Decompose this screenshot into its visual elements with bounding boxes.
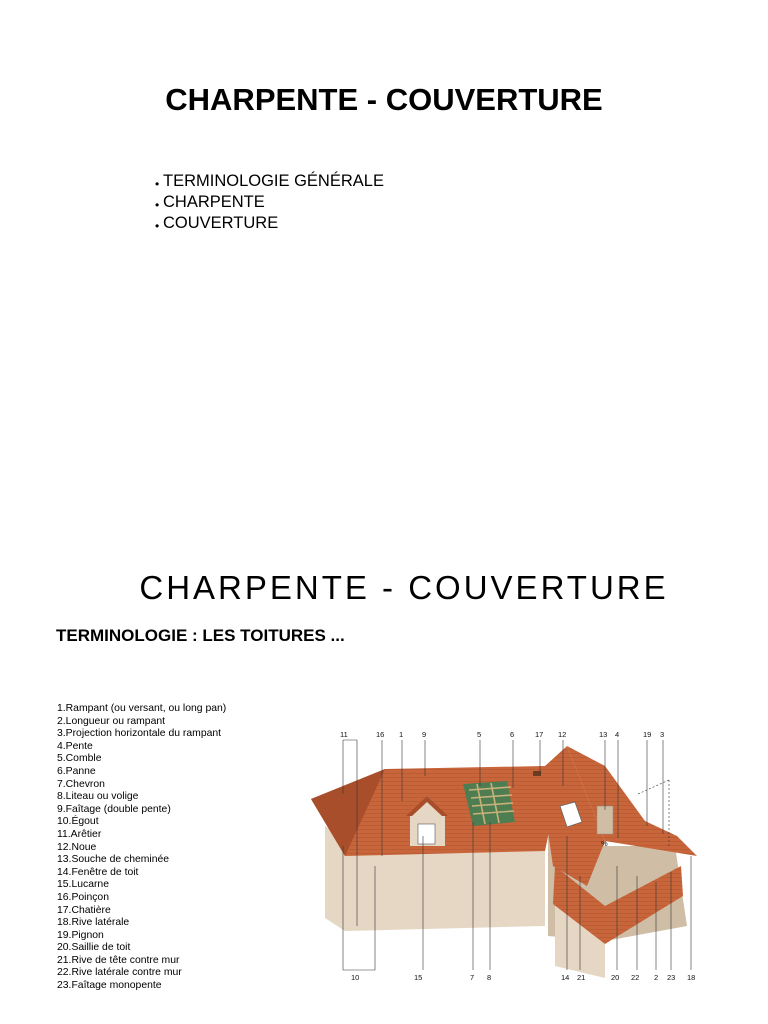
callout-label: 22 — [631, 973, 640, 982]
callout-label: 6 — [510, 730, 515, 739]
roof-diagram — [305, 726, 710, 986]
legend-item: 22.Rive latérale contre mur — [57, 967, 182, 979]
page-title: CHARPENTE - COUVERTURE — [165, 82, 603, 117]
legend-item: 3.Projection horizontale du rampant — [57, 728, 222, 740]
callout-label: 14 — [561, 973, 570, 982]
legend-item: 21.Rive de tête contre mur — [57, 954, 180, 966]
legend-item: 6.Panne — [57, 765, 96, 777]
slide-subtitle: TERMINOLOGIE : LES TOITURES ... — [56, 626, 345, 645]
callout-label: 7 — [470, 973, 475, 982]
callout-label: 13 — [599, 730, 608, 739]
legend-item: 9.Faîtage (double pente) — [57, 803, 171, 815]
legend-item: 15.Lucarne — [57, 879, 109, 891]
legend-item: 7.Chevron — [57, 778, 105, 790]
callout-label: 3 — [660, 730, 665, 739]
legend-item: 12.Noue — [57, 841, 97, 853]
legend-item: 11.Arêtier — [57, 828, 102, 840]
roof-illustration — [305, 726, 710, 986]
callout-label: 11 — [340, 730, 348, 739]
slope-percent-label: % — [601, 839, 608, 848]
callout-label: 16 — [376, 730, 385, 739]
callout-label: 10 — [351, 973, 360, 982]
callout-label: 4 — [615, 730, 620, 739]
slide-title: CHARPENTE - COUVERTURE — [139, 569, 669, 606]
callout-label: 21 — [577, 973, 586, 982]
dormer-window — [418, 824, 435, 844]
legend-item: 13.Souche de cheminée — [57, 854, 170, 866]
topic-item: • TERMINOLOGIE GÉNÉRALE — [157, 171, 384, 192]
callout-label: 19 — [643, 730, 652, 739]
callout-label: 15 — [414, 973, 423, 982]
legend-item: 8.Liteau ou volige — [57, 791, 139, 803]
legend-item: 1.Rampant (ou versant, ou long pan) — [57, 703, 227, 714]
legend-item: 16.Poinçon — [57, 891, 109, 903]
legend-item: 19.Pignon — [57, 929, 104, 941]
callout-label: 8 — [487, 973, 492, 982]
legend-item: 23.Faîtage monopente — [57, 980, 162, 992]
terminology-legend — [57, 703, 226, 993]
chimney — [597, 806, 613, 834]
legend-item: 14.Fenêtre de toit — [57, 866, 139, 878]
legend-item: 17.Chatière — [57, 904, 111, 916]
callout-label: 2 — [654, 973, 659, 982]
callout-label: 18 — [687, 973, 696, 982]
callout-label: 1 — [399, 730, 404, 739]
bottom-callouts — [351, 973, 695, 982]
legend-item: 18.Rive latérale — [57, 917, 130, 929]
topic-item: • CHARPENTE — [157, 192, 384, 213]
callout-label: 12 — [558, 730, 567, 739]
legend-item: 5.Comble — [57, 753, 102, 765]
callout-label: 20 — [611, 973, 620, 982]
topic-list — [157, 171, 384, 234]
legend-item: 4.Pente — [57, 740, 93, 752]
callout-label: 9 — [422, 730, 427, 739]
legend-item: 10.Égout — [57, 816, 99, 828]
callout-label: 5 — [477, 730, 482, 739]
legend-item: 2.Longueur ou rampant — [57, 715, 166, 727]
topic-item: • COUVERTURE — [157, 213, 384, 234]
top-callouts — [340, 730, 664, 739]
legend-item: 20.Saillie de toit — [57, 942, 131, 954]
callout-label: 17 — [535, 730, 544, 739]
callout-label: 23 — [667, 973, 676, 982]
